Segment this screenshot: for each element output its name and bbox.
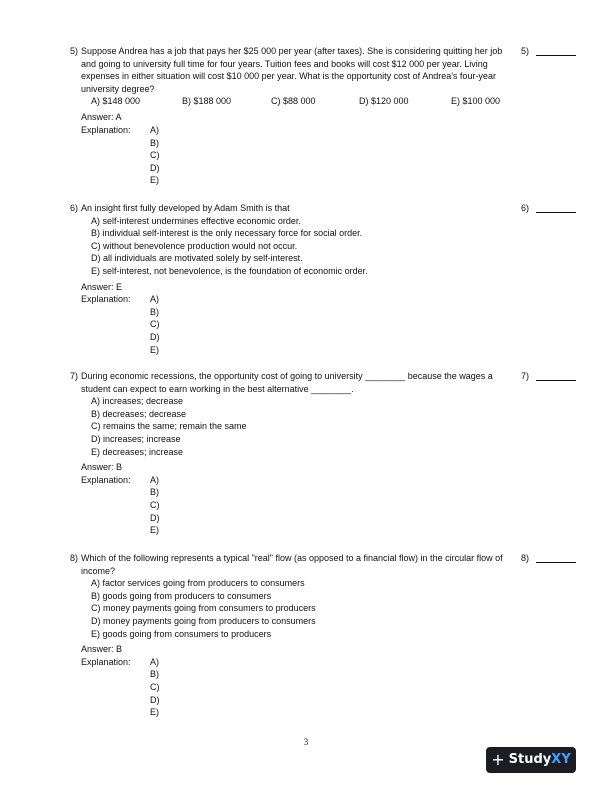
explanation-letter: E) (150, 525, 159, 536)
explanation-letter: B) (150, 487, 159, 498)
choice-e: E) decreases; increase (91, 446, 184, 457)
explanation-label: Explanation: (81, 124, 131, 135)
explanation-letter: C) (150, 319, 160, 330)
question-8 (70, 552, 590, 719)
question-6 (70, 202, 590, 356)
choice-d: D) increases; increase (91, 433, 181, 444)
choice-c: C) $88 000 (271, 96, 316, 107)
answer-block (81, 281, 590, 357)
explanation-letter: A) (150, 294, 159, 305)
explanation-label: Explanation: (81, 474, 131, 485)
question-number: 5) (70, 46, 79, 56)
explanation-letter: B) (150, 137, 159, 148)
explanation-letter: B) (150, 669, 159, 680)
explanation-label: Explanation: (81, 656, 131, 667)
studyxy-logo[interactable] (486, 747, 576, 773)
logo-text-xy: XY (551, 751, 571, 767)
answer-choices (91, 395, 590, 458)
question-5 (70, 45, 590, 187)
answer-block (81, 111, 590, 187)
explanation-letter: C) (150, 681, 160, 692)
page-number: 3 (303, 737, 309, 747)
question-number: 7) (70, 371, 79, 381)
choice-a: A) factor services going from producers to consumers (91, 578, 305, 589)
margin-question-number: 7) (521, 371, 530, 381)
choice-c: C) remains the same; remain the same (91, 421, 247, 432)
explanation-letter: E) (150, 707, 159, 718)
question-number: 6) (70, 203, 79, 213)
question-stem (70, 552, 510, 577)
explanation (81, 124, 590, 187)
explanation-letter: B) (150, 306, 159, 317)
answer-block (81, 643, 590, 719)
explanation-letter: C) (150, 150, 160, 161)
question-text: An insight first fully developed by Adam Smith is that (81, 203, 290, 213)
answer-choices (91, 215, 590, 278)
explanation-letter: A) (150, 124, 159, 135)
question-text: During economic recessions, the opportunity cost of going to university ________ because the wages a student can expect to earn working in the best alternative ________. (81, 371, 493, 394)
explanation-letter: E) (150, 344, 159, 355)
explanation (81, 656, 590, 719)
answer-block (81, 461, 590, 537)
explanation-letter: A) (150, 656, 159, 667)
question-stem (70, 202, 510, 215)
question-stem (70, 45, 510, 95)
plus-icon: + (491, 750, 505, 769)
choice-c: C) money payments going from consumers to producers (91, 603, 316, 614)
margin-question-number: 6) (521, 203, 530, 213)
answer-blank-line (536, 380, 576, 381)
explanation-letter: D) (150, 162, 160, 173)
margin-question-number: 8) (521, 553, 530, 563)
explanation-letter: A) (150, 474, 159, 485)
choice-a: A) increases; decrease (91, 396, 184, 407)
answer-key: Answer: B (81, 462, 123, 473)
explanation-label: Explanation: (81, 294, 131, 305)
choice-e: E) $100 000 (451, 96, 501, 107)
choice-b: B) decreases; decrease (91, 408, 187, 419)
answer-key: Answer: B (81, 644, 123, 655)
answer-choices (91, 577, 590, 640)
question-text: Suppose Andrea has a job that pays her $25 000 per year (after taxes). She is considering quitting her job and going to university full time for four years. Tuition fees and books will cost $12 000 per year. Living expenses in either situation will cost $10 000 per year. What is the opportunity cost of Andrea's four-year university degree? (81, 46, 503, 94)
question-number: 8) (70, 553, 79, 563)
choice-b: B) individual self-interest is the only necessary force for social order. (91, 228, 363, 239)
explanation-letter: D) (150, 512, 160, 523)
explanation-letter: D) (150, 694, 160, 705)
explanation-letter: E) (150, 175, 159, 186)
question-7 (70, 370, 590, 537)
choice-e: E) self-interest, not benevolence, is the foundation of economic order. (91, 265, 368, 276)
margin-question-number: 5) (521, 46, 530, 56)
answer-blank-line (536, 55, 576, 56)
choice-d: D) all individuals are motivated solely by self-interest. (91, 253, 303, 264)
choice-d: D) money payments going from producers to consumers (91, 615, 316, 626)
logo-text-study: Study (508, 751, 552, 767)
answer-choices (91, 95, 511, 108)
choice-c: C) without benevolence production would not occur. (91, 240, 298, 251)
choice-b: B) goods going from producers to consumers (91, 590, 272, 601)
choice-a: A) $148 000 (91, 96, 141, 107)
choice-d: D) $120 000 (359, 96, 409, 107)
answer-key: Answer: E (81, 281, 123, 292)
answer-blank-line (536, 562, 576, 563)
question-stem (70, 370, 510, 395)
choice-e: E) goods going from consumers to producers (91, 628, 272, 639)
explanation-letter: C) (150, 499, 160, 510)
choice-b: B) $188 000 (182, 96, 232, 107)
explanation-letter: D) (150, 331, 160, 342)
question-text: Which of the following represents a typical "real" flow (as opposed to a financial flow) in the circular flow of income? (81, 553, 503, 576)
explanation (81, 293, 590, 356)
answer-key: Answer: A (81, 112, 122, 123)
explanation (81, 474, 590, 537)
choice-a: A) self-interest undermines effective economic order. (91, 215, 301, 226)
answer-blank-line (536, 212, 576, 213)
